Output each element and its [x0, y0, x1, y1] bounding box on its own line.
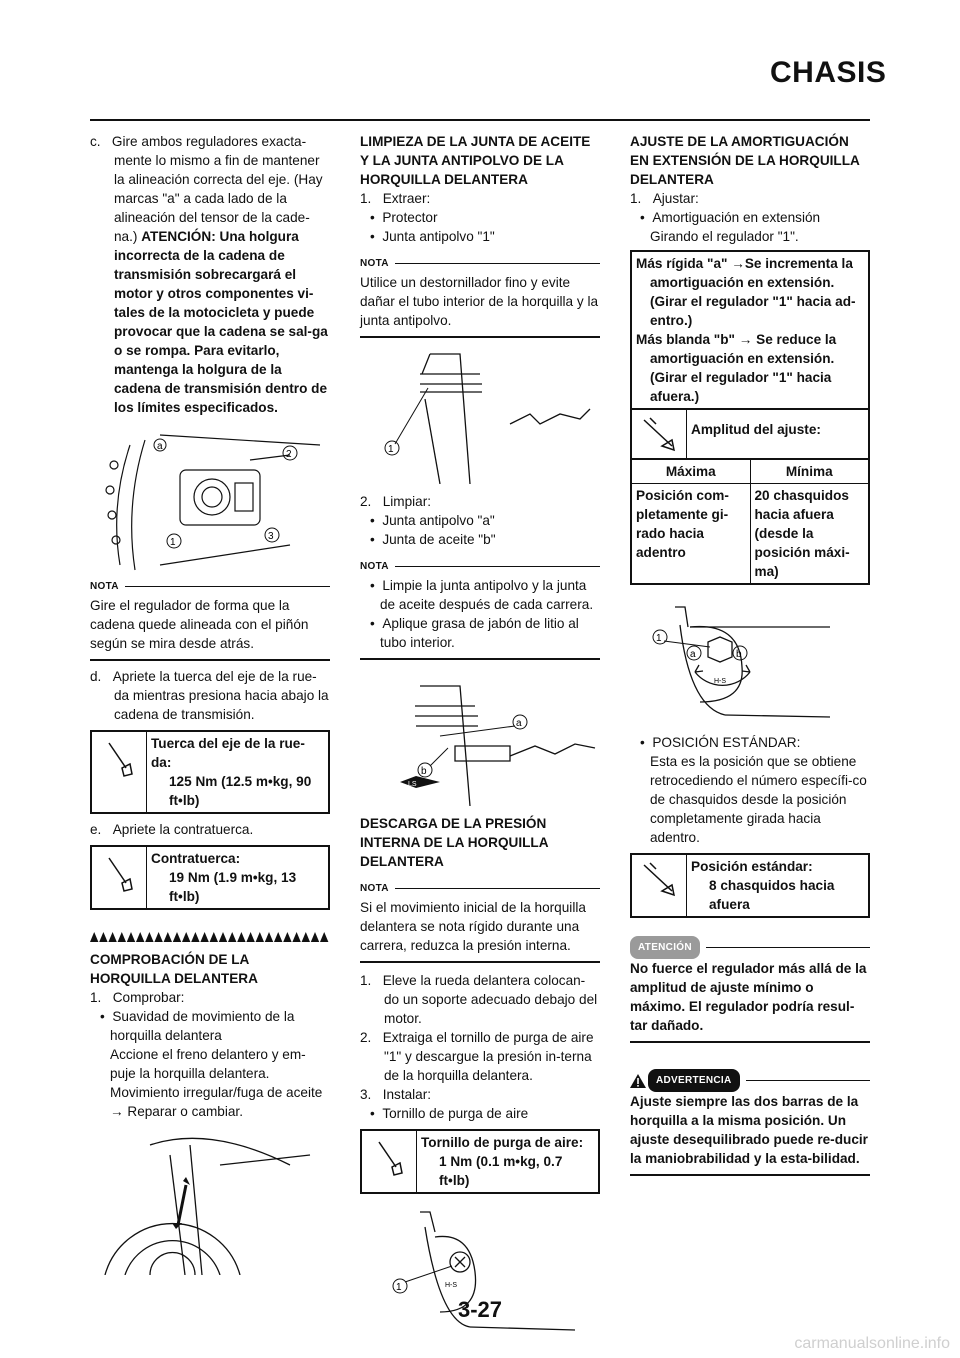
section-fork-check: COMPROBACIÓN DE LA HORQUILLA DELANTERA [90, 952, 258, 986]
bullet-protector: • Protector [370, 210, 438, 225]
fig4-label-1: 1 [396, 1282, 402, 1293]
fig3-label-a: a [516, 718, 522, 729]
bullet-smoothness-detail: Accione el freno delantero y em-puje la horquilla delantera. Movimiento irregular/fuga de aceite → Reparar o cambiar. [110, 1047, 323, 1119]
fig1-label-1: 1 [170, 537, 176, 548]
step-1-raise: 1. Eleve la rueda delantera colocan-do un soporte adecuado debajo del motor. [360, 973, 598, 1026]
bullet-dust-seal: • Junta antipolvo "1" [370, 229, 495, 244]
divider-triangle [256, 932, 264, 942]
divider-triangle [283, 932, 291, 942]
divider-triangle [228, 932, 236, 942]
divider-triangle [154, 932, 162, 942]
triangle-divider [90, 932, 330, 942]
fig3-label-b: b [421, 766, 427, 777]
caution-header [630, 936, 870, 959]
fig4-label-hs: H-S [445, 1282, 458, 1289]
range-col-min: Mínima [750, 460, 868, 484]
divider-triangle [219, 932, 227, 942]
caution-block: No fuerce el regulador más allá de la amplitud de ajuste mínimo o máximo. El regulador podría resul-tar dañado. [630, 959, 870, 1043]
softer-text: Más blanda "b" → Se reduce la amortiguación en extensión. (Girar el regulador "1" hacia afuera.) [636, 332, 837, 404]
bullet-dust-seal-a: • Junta antipolvo "a" [370, 513, 495, 528]
divider-triangle [265, 932, 273, 942]
divider-triangle [173, 932, 181, 942]
step-1-remove: 1. Extraer: [360, 191, 431, 206]
caliper-icon [642, 416, 676, 452]
range-title: Amplitud del ajuste: [691, 422, 821, 437]
step-c-warning: ATENCIÓN: Una holgura incorrecta de la cadena de transmisión sobrecargará el motor y otros componentes vi-tales de la motocicleta y puede provocar que la cadena se sal-ga o se rompa. Para evitarlo, mantenga la holgura de la cadena de transmisión dentro de los límites especificados. [114, 229, 328, 415]
nota-clean: NOTA • Limpie la junta antipolvo y la junta de aceite después de cada carrera. • Aplique grasa de jabón de litio al tubo interior. [360, 557, 600, 660]
divider-triangle [274, 932, 282, 942]
divider-triangle [200, 932, 208, 942]
section-rebound-damping: AJUSTE DE LA AMORTIGUACIÓN EN EXTENSIÓN DE LA HORQUILLA DELANTERA [630, 134, 860, 187]
step-1-adjust: 1. Ajustar: [630, 191, 699, 206]
step-1-check: 1. Comprobar: [90, 990, 185, 1005]
figure-front-wheel-fork [90, 1125, 330, 1275]
watermark: carmanualsonline.info [794, 1335, 950, 1352]
divider-triangle [90, 932, 98, 942]
header-rule [90, 119, 870, 121]
torque-wrench-icon [104, 738, 134, 778]
divider-triangle [164, 932, 172, 942]
divider-triangle [108, 932, 116, 942]
bullet-oil-seal-b: • Junta de aceite "b" [370, 532, 496, 547]
divider-triangle [246, 932, 254, 942]
section-pressure-release: DESCARGA DE LA PRESIÓN INTERNA DE LA HORQUILLA DELANTERA [360, 816, 549, 869]
caliper-icon [642, 861, 676, 897]
warning-block: Ajuste siempre las dos barras de la horquilla a la misma posición. Un ajuste desequilibrado puede re-ducir la maniobrabilidad y la esta-bilidad. [630, 1092, 870, 1176]
divider-triangle [182, 932, 190, 942]
figure-rear-axle-adjuster [90, 425, 330, 575]
nota-pressure: NOTA Si el movimiento inicial de la horquilla delantera se nota rígido durante una carrera, reduzca la presión interna. [360, 879, 600, 963]
torque-wrench-icon [104, 853, 134, 893]
column-2 [360, 132, 600, 1332]
divider-triangle [136, 932, 144, 942]
column-3 [630, 132, 870, 1176]
step-e: e. Apriete la contratuerca. [90, 822, 254, 837]
page-header-title: CHASIS [770, 56, 887, 89]
spec-standard-position: Posición estándar: 8 chasquidos hacia afuera [630, 853, 870, 918]
figure-rebound-adjuster [630, 597, 870, 727]
stiffer-text: Más rígida "a" →Se incrementa la amortiguación en extensión. (Girar el regulador "1" hacia ad-entro.) [636, 256, 856, 328]
torque-wrench-icon [374, 1137, 404, 1177]
bullet-smoothness: • Suavidad de movimiento de la horquilla delantera [100, 1009, 295, 1043]
bullet-rebound: • Amortiguación en extensión [640, 210, 821, 225]
bullet-standard-position: • POSICIÓN ESTÁNDAR: [640, 735, 801, 750]
fig1-label-3: 3 [268, 531, 274, 542]
step-3-install: 3. Instalar: [360, 1087, 432, 1102]
bullet-rebound-detail: Girando el regulador "1". [650, 229, 799, 244]
range-col-max: Máxima [632, 460, 750, 484]
divider-triangle [99, 932, 107, 942]
warning-header [630, 1069, 870, 1092]
bullet-bleed-screw: • Tornillo de purga de aire [370, 1106, 529, 1121]
spec-bleed-screw: Tornillo de purga de aire: 1 Nm (0.1 m•kg, 0.7 ft•lb) [360, 1129, 600, 1194]
divider-triangle [237, 932, 245, 942]
nota-screwdriver: NOTA Utilice un destornillador fino y evite dañar el tubo interior de la horquilla y la junta antipolvo. [360, 254, 600, 338]
column-1 [90, 132, 330, 1275]
figure-dust-seal-removal [360, 344, 600, 484]
standard-position-detail: Esta es la posición que se obtiene retrocediendo el número específi-co de chasquidos desde la posición completamente girada hacia adentro. [650, 754, 867, 845]
fig5-label-hs: H-S [714, 678, 727, 685]
fig1-label-a: a [157, 441, 163, 452]
range-min: 20 chasquidos hacia afuera (desde la posición máxi-ma) [750, 484, 868, 584]
nota-1: NOTA Gire el regulador de forma que la cadena quede alineada con el piñón según se mira desde atrás. [90, 577, 330, 661]
divider-triangle [320, 932, 328, 942]
page-number: 3-27 [457, 1297, 503, 1322]
step-2-bleed: 2. Extraiga el tornillo de purga de aire "1" y descargue la presión in-terna de la horquilla delantera. [360, 1030, 594, 1083]
divider-triangle [145, 932, 153, 942]
figure-seal-cleaning [360, 666, 600, 806]
spec-locknut: Contratuerca: 19 Nm (1.9 m•kg, 13 ft•lb) [90, 845, 330, 910]
step-c: c. Gire ambos reguladores exacta-mente lo mismo a fin de mantener la alineación correcta del eje. (Hay marcas "a" a cada lado de la alineación del tensor de la cade-na.) ATENCIÓN: Una holgura incorrecta de la cadena de transmisión sobrecargará el motor y otros componentes vi-tales de la motocicleta y puede provocar que la cadena se sal-ga o se rompa. Para evitarlo, mantenga la holgura de la cadena de transmisión dentro de los límites especificados. [90, 134, 328, 415]
step-2-clean: 2. Limpiar: [360, 494, 432, 509]
spec-axle-nut: Tuerca del eje de la rue-da: 125 Nm (12.5 m•kg, 90 ft•lb) [90, 730, 330, 814]
caution-badge: ATENCIÓN [630, 936, 700, 959]
warning-triangle-icon [630, 1074, 646, 1088]
fig5-label-1: 1 [656, 633, 662, 644]
fig2-label-1: 1 [388, 444, 394, 455]
fig5-label-b: b [736, 649, 742, 660]
divider-triangle [292, 932, 300, 942]
divider-triangle [210, 932, 218, 942]
divider-triangle [311, 932, 319, 942]
divider-triangle [118, 932, 126, 942]
step-d: d. Apriete la tuerca del eje de la rue-da mientras presiona hacia abajo la cadena de transmisión. [90, 669, 329, 722]
adjust-range-box [630, 410, 870, 585]
lithium-grease-icon: LS [408, 781, 417, 788]
range-max: Posición com-pletamente gi-rado hacia adentro [632, 484, 750, 584]
divider-triangle [191, 932, 199, 942]
divider-triangle [302, 932, 310, 942]
warning-badge: ADVERTENCIA [648, 1069, 740, 1092]
section-seal-cleaning: LIMPIEZA DE LA JUNTA DE ACEITE Y LA JUNTA ANTIPOLVO DE LA HORQUILLA DELANTERA [360, 134, 591, 187]
adjust-direction-box [630, 250, 870, 410]
fig5-label-a: a [690, 649, 696, 660]
divider-triangle [127, 932, 135, 942]
fig1-label-2: 2 [286, 449, 292, 460]
